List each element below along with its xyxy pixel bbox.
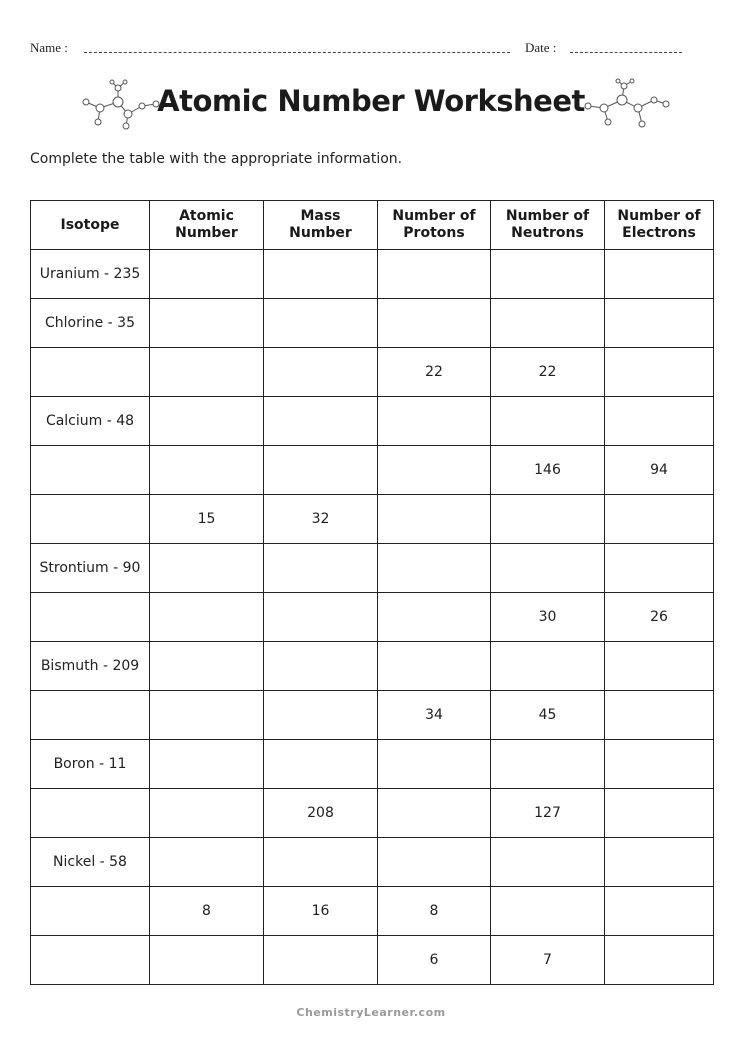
answer-cell: 16 (264, 887, 378, 936)
table-row (31, 544, 714, 593)
column-header-line: Electrons (622, 225, 696, 241)
answer-cell[interactable] (150, 397, 264, 446)
isotope-cell[interactable] (31, 936, 150, 985)
answer-cell: 22 (491, 348, 605, 397)
isotope-cell[interactable] (31, 495, 150, 544)
answer-cell[interactable] (264, 838, 378, 887)
answer-cell[interactable] (491, 397, 605, 446)
answer-cell[interactable] (605, 838, 714, 887)
answer-cell[interactable] (264, 299, 378, 348)
column-header-line: Neutrons (511, 225, 584, 241)
column-header-line: Number (175, 225, 238, 241)
answer-cell[interactable] (605, 789, 714, 838)
molecule-icon (582, 78, 672, 132)
answer-cell[interactable] (378, 789, 491, 838)
answer-cell: 15 (150, 495, 264, 544)
answer-cell: 30 (491, 593, 605, 642)
answer-cell[interactable] (264, 593, 378, 642)
answer-cell[interactable] (378, 250, 491, 299)
column-header-line: Atomic (179, 208, 234, 224)
isotope-cell: Uranium - 235 (31, 250, 150, 299)
answer-cell: 22 (378, 348, 491, 397)
answer-cell[interactable] (491, 838, 605, 887)
answer-cell[interactable] (378, 838, 491, 887)
table-row (31, 299, 714, 348)
isotope-cell: Strontium - 90 (31, 544, 150, 593)
isotope-cell: Boron - 11 (31, 740, 150, 789)
column-header-line: Protons (403, 225, 465, 241)
column-header (605, 201, 714, 250)
isotope-cell[interactable] (31, 887, 150, 936)
answer-cell[interactable] (491, 495, 605, 544)
answer-cell[interactable] (150, 740, 264, 789)
answer-cell[interactable] (150, 299, 264, 348)
column-header-line: Mass (300, 208, 341, 224)
answer-cell: 6 (378, 936, 491, 985)
name-field[interactable] (84, 52, 510, 53)
answer-cell[interactable] (150, 593, 264, 642)
column-header-line: Number (289, 225, 352, 241)
answer-cell[interactable] (605, 740, 714, 789)
isotope-cell[interactable] (31, 348, 150, 397)
answer-cell[interactable] (378, 495, 491, 544)
answer-cell[interactable] (150, 544, 264, 593)
column-header (264, 201, 378, 250)
answer-cell[interactable] (378, 642, 491, 691)
answer-cell[interactable] (264, 544, 378, 593)
answer-cell[interactable] (150, 838, 264, 887)
table-row (31, 593, 714, 642)
table-row (31, 397, 714, 446)
isotope-cell[interactable] (31, 446, 150, 495)
table-row (31, 740, 714, 789)
answer-cell[interactable] (378, 299, 491, 348)
answer-cell: 26 (605, 593, 714, 642)
answer-cell: 146 (491, 446, 605, 495)
answer-cell[interactable] (491, 250, 605, 299)
answer-cell[interactable] (150, 642, 264, 691)
table-row (31, 348, 714, 397)
answer-cell: 94 (605, 446, 714, 495)
answer-cell[interactable] (605, 691, 714, 740)
answer-cell[interactable] (150, 691, 264, 740)
isotope-cell[interactable] (31, 593, 150, 642)
answer-cell[interactable] (264, 691, 378, 740)
answer-cell: 7 (491, 936, 605, 985)
answer-cell[interactable] (150, 789, 264, 838)
answer-cell[interactable] (378, 446, 491, 495)
answer-cell[interactable] (264, 740, 378, 789)
answer-cell[interactable] (605, 495, 714, 544)
name-label: Name : (30, 40, 68, 55)
column-header (31, 201, 150, 250)
answer-cell[interactable] (150, 250, 264, 299)
table-row (31, 838, 714, 887)
answer-cell[interactable] (264, 250, 378, 299)
answer-cell[interactable] (605, 936, 714, 985)
answer-cell[interactable] (264, 936, 378, 985)
footer-credit: ChemistryLearner.com (296, 1006, 446, 1019)
answer-cell[interactable] (605, 642, 714, 691)
table-row (31, 936, 714, 985)
answer-cell[interactable] (605, 397, 714, 446)
answer-cell[interactable] (150, 446, 264, 495)
answer-cell[interactable] (150, 936, 264, 985)
column-header-line: Number of (392, 208, 476, 224)
answer-cell[interactable] (605, 348, 714, 397)
instructions: Complete the table with the appropriate information. (30, 151, 403, 167)
column-header (491, 201, 605, 250)
page-title: Atomic Number Worksheet (157, 84, 585, 118)
answer-cell[interactable] (491, 544, 605, 593)
column-header-line: Number of (617, 208, 701, 224)
table-row (31, 250, 714, 299)
answer-cell[interactable] (605, 544, 714, 593)
column-header (378, 201, 491, 250)
answer-cell[interactable] (491, 740, 605, 789)
isotope-cell[interactable] (31, 691, 150, 740)
answer-cell[interactable] (378, 397, 491, 446)
answer-cell[interactable] (264, 348, 378, 397)
column-header-line: Isotope (60, 216, 120, 233)
answer-cell: 208 (264, 789, 378, 838)
table-row (31, 446, 714, 495)
answer-cell[interactable] (605, 887, 714, 936)
answer-cell: 8 (378, 887, 491, 936)
answer-cell: 34 (378, 691, 491, 740)
table-row (31, 691, 714, 740)
answer-cell: 127 (491, 789, 605, 838)
table-header-row (31, 201, 714, 250)
answer-cell[interactable] (491, 887, 605, 936)
answer-cell[interactable] (150, 348, 264, 397)
answer-cell[interactable] (605, 299, 714, 348)
answer-cell: 32 (264, 495, 378, 544)
answer-cell[interactable] (264, 642, 378, 691)
answer-cell[interactable] (378, 544, 491, 593)
header-fields (30, 40, 720, 64)
answer-cell[interactable] (264, 446, 378, 495)
isotope-cell: Bismuth - 209 (31, 642, 150, 691)
date-label: Date : (525, 40, 557, 55)
answer-cell: 8 (150, 887, 264, 936)
worksheet-table (30, 200, 714, 985)
column-header (150, 201, 264, 250)
answer-cell[interactable] (264, 397, 378, 446)
table-row (31, 495, 714, 544)
answer-cell[interactable] (605, 250, 714, 299)
isotope-cell: Nickel - 58 (31, 838, 150, 887)
answer-cell[interactable] (378, 593, 491, 642)
answer-cell: 45 (491, 691, 605, 740)
column-header-line: Number of (505, 208, 590, 224)
answer-cell[interactable] (491, 299, 605, 348)
isotope-cell: Calcium - 48 (31, 397, 150, 446)
table-row (31, 642, 714, 691)
table-body (31, 250, 714, 985)
isotope-cell: Chlorine - 35 (31, 299, 150, 348)
answer-cell[interactable] (491, 642, 605, 691)
table-row (31, 789, 714, 838)
table-row (31, 887, 714, 936)
date-field[interactable] (570, 52, 682, 53)
answer-cell[interactable] (378, 740, 491, 789)
isotope-cell[interactable] (31, 789, 150, 838)
title-row (0, 78, 742, 134)
